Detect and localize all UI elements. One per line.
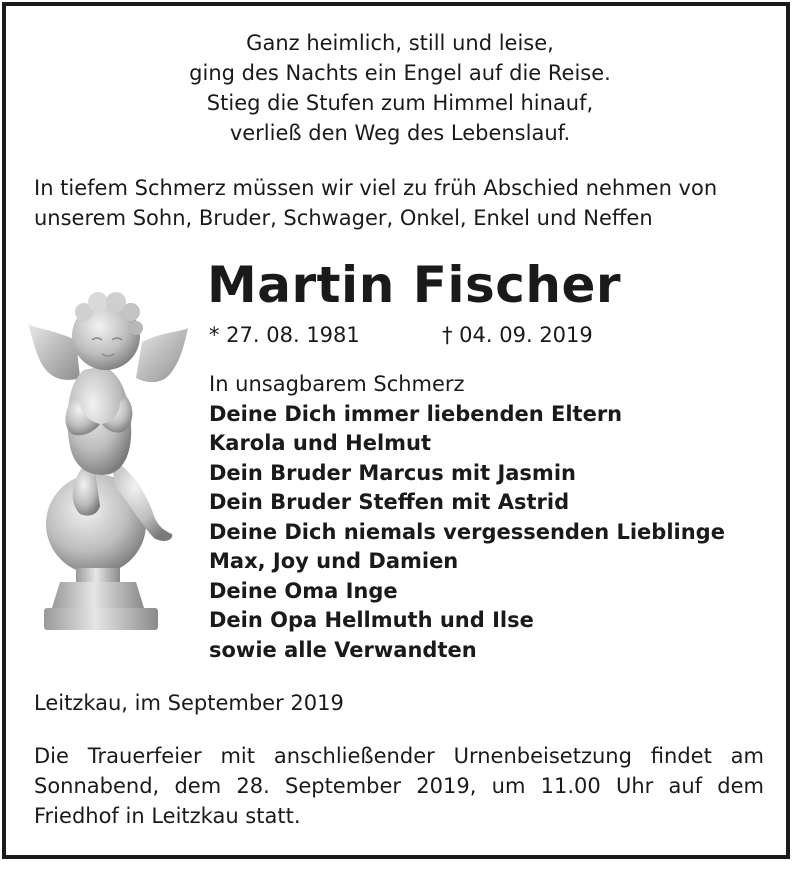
mourner-line: Dein Opa Hellmuth und Ilse [209, 608, 534, 632]
death-date: † 04. 09. 2019 [442, 323, 593, 347]
poem-line: verließ den Weg des Lebenslauf. [229, 121, 571, 145]
poem-line: Ganz heimlich, still und leise, [246, 31, 554, 55]
mourner-line: Deine Oma Inge [209, 578, 398, 603]
ceremony-text: Die Trauerfeier mit anschließender Urnenbeisetzung findet am Sonnabend, dem 28. September 2019, um 11.00 Uhr auf dem Friedhof in Leitzkau statt. [34, 744, 764, 828]
mourner-line: Deine Dich niemals vergessenden Lieblinge [209, 519, 725, 544]
deceased-name: Martin Fischer [207, 256, 622, 314]
mourners-heading: In unsagbarem Schmerz [209, 372, 465, 396]
mourner-line: Dein Bruder Marcus mit Jasmin [209, 460, 576, 485]
intro-line: In tiefem Schmerz müssen wir viel zu früh Abschied nehmen von [34, 176, 718, 200]
mourner-line: Dein Bruder Steffen mit Astrid [209, 490, 570, 514]
mourners-list [209, 370, 725, 665]
intro-text [34, 173, 774, 233]
birth-date: * 27. 08. 1981 [209, 323, 360, 347]
mourner-line: Deine Dich immer liebenden Eltern [209, 401, 623, 426]
mourner-line: Karola und Helmut [209, 431, 432, 455]
angel-statue-icon [24, 278, 194, 638]
poem-line: ging des Nachts ein Engel auf die Reise. [189, 61, 611, 85]
place-date: Leitzkau, im September 2019 [34, 691, 344, 715]
mourner-line: Max, Joy und Damien [209, 549, 459, 573]
poem-line: Stieg die Stufen zum Himmel hinauf, [206, 91, 594, 115]
poem [0, 28, 800, 148]
mourner-line: sowie alle Verwandten [209, 637, 477, 662]
intro-line: unserem Sohn, Bruder, Schwager, Onkel, Enkel und Neffen [34, 206, 653, 230]
